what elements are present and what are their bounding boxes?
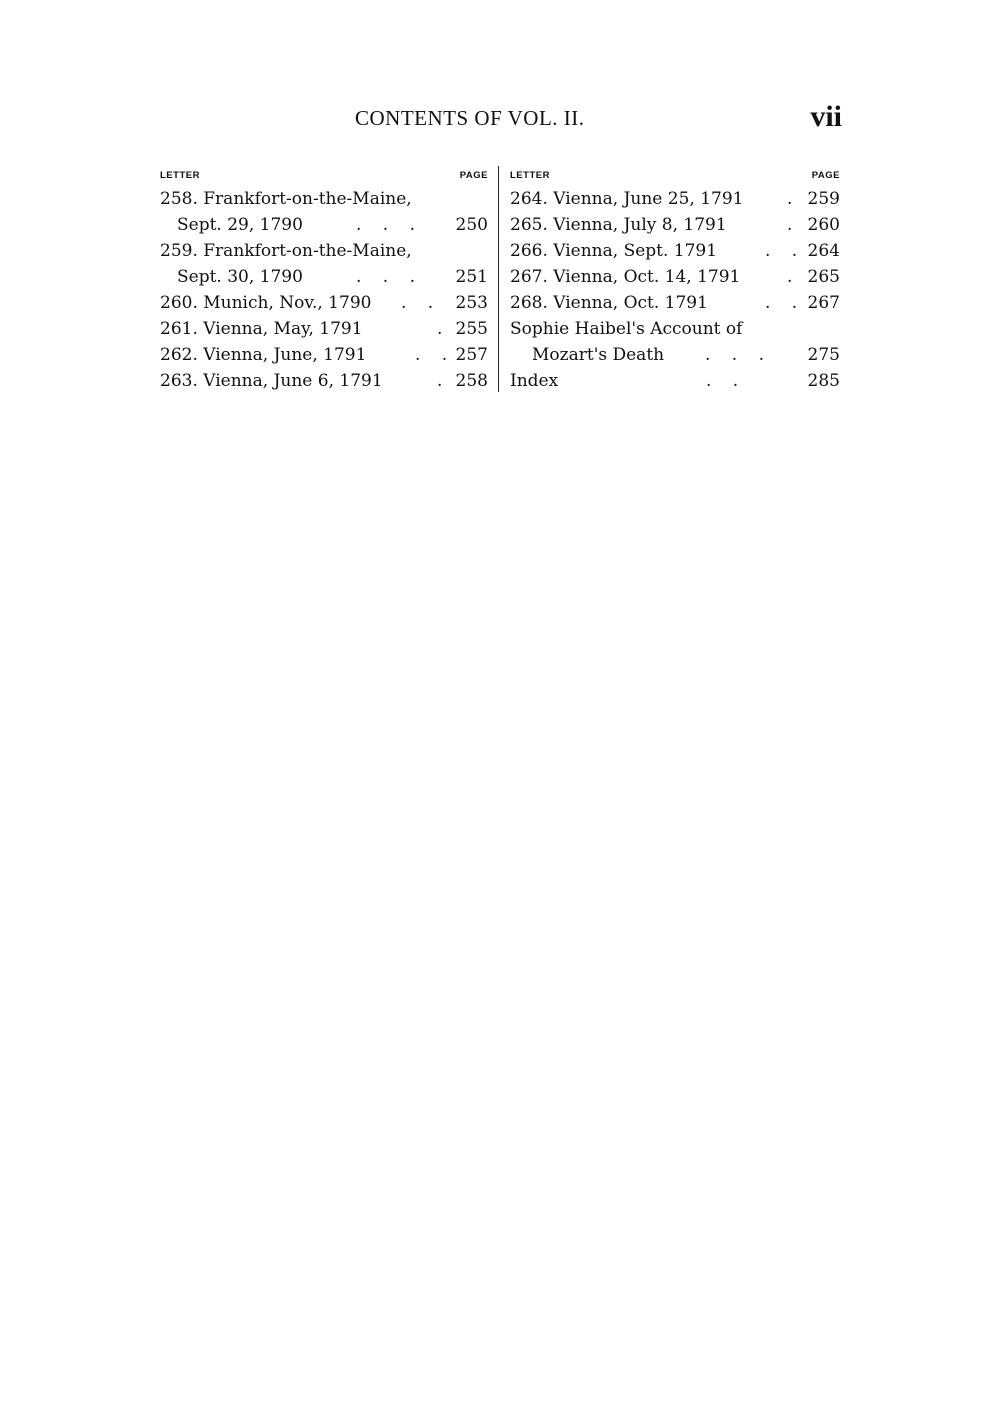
entry-title: 260. Munich, Nov., 1790 [160,293,372,313]
entry-title: 268. Vienna, Oct. 1791 [510,293,708,313]
running-title: CONTENTS OF VOL. II. [355,106,585,130]
column-divider [498,166,499,392]
dot-leader: . [787,267,801,287]
entry-title: Sophie Haibel's Account of [510,319,743,339]
entry-page: 265 [807,267,840,287]
letter-heading: LETTER [510,170,550,181]
dot-leader: . . [765,293,806,313]
entry-title: Index [510,371,559,391]
entry-page: 267 [807,293,840,313]
entry-title: Mozart's Death [532,345,665,365]
page-heading: PAGE [811,170,840,181]
entry-page: 250 [455,215,488,235]
toc-entry [510,212,840,238]
letter-heading: LETTER [160,170,200,181]
toc-entry [160,342,488,368]
page-heading: PAGE [459,170,488,181]
dot-leader: . [437,319,451,339]
entry-page: 258 [455,371,488,391]
entry-page: 253 [455,293,488,313]
column-header [510,166,840,186]
dot-leader: . . . [356,215,424,235]
entry-title: 259. Frankfort-on-the-Maine, [160,241,412,261]
entry-page: 260 [807,215,840,235]
toc-entry [510,238,840,264]
entry-title: 258. Frankfort-on-the-Maine, [160,189,412,209]
entry-page: 251 [455,267,488,287]
dot-leader: . . . [356,267,424,287]
entry-title: 266. Vienna, Sept. 1791 [510,241,718,261]
entry-page: 275 [807,345,840,365]
entry-title: 263. Vienna, June 6, 1791 [160,371,383,391]
toc-entry [510,342,840,368]
entry-page: 259 [807,189,840,209]
dot-leader: . [787,215,801,235]
entry-page: 255 [455,319,488,339]
toc-entry [160,316,488,342]
page-number: vii [810,100,842,133]
toc-entry [160,264,488,290]
toc-entry [160,368,488,394]
toc-entry [510,264,840,290]
page-header [160,100,842,138]
entry-title: 264. Vienna, June 25, 1791 [510,189,744,209]
toc-entry [510,316,840,342]
entry-title: Sept. 30, 1790 [177,267,303,287]
toc-entry [510,186,840,212]
dot-leader: . . [706,371,747,391]
toc-entry [160,290,488,316]
dot-leader: . . . [705,345,773,365]
toc-entry [160,212,488,238]
toc-entry [510,290,840,316]
entry-page: 264 [807,241,840,261]
entry-title: 265. Vienna, July 8, 1791 [510,215,727,235]
dot-leader: . [787,189,801,209]
entry-title: 267. Vienna, Oct. 14, 1791 [510,267,741,287]
dot-leader: . . [415,345,456,365]
dot-leader: . [437,371,451,391]
dot-leader: . . [401,293,442,313]
dot-leader: . . [765,241,806,261]
contents-column-left [160,166,488,394]
toc-entry [160,186,488,212]
entry-page: 285 [807,371,840,391]
entry-title: 261. Vienna, May, 1791 [160,319,363,339]
entry-page: 257 [455,345,488,365]
entry-title: 262. Vienna, June, 1791 [160,345,367,365]
column-header [160,166,488,186]
toc-entry [160,238,488,264]
contents-column-right [510,166,840,394]
toc-entry [510,368,840,394]
entry-title: Sept. 29, 1790 [177,215,303,235]
